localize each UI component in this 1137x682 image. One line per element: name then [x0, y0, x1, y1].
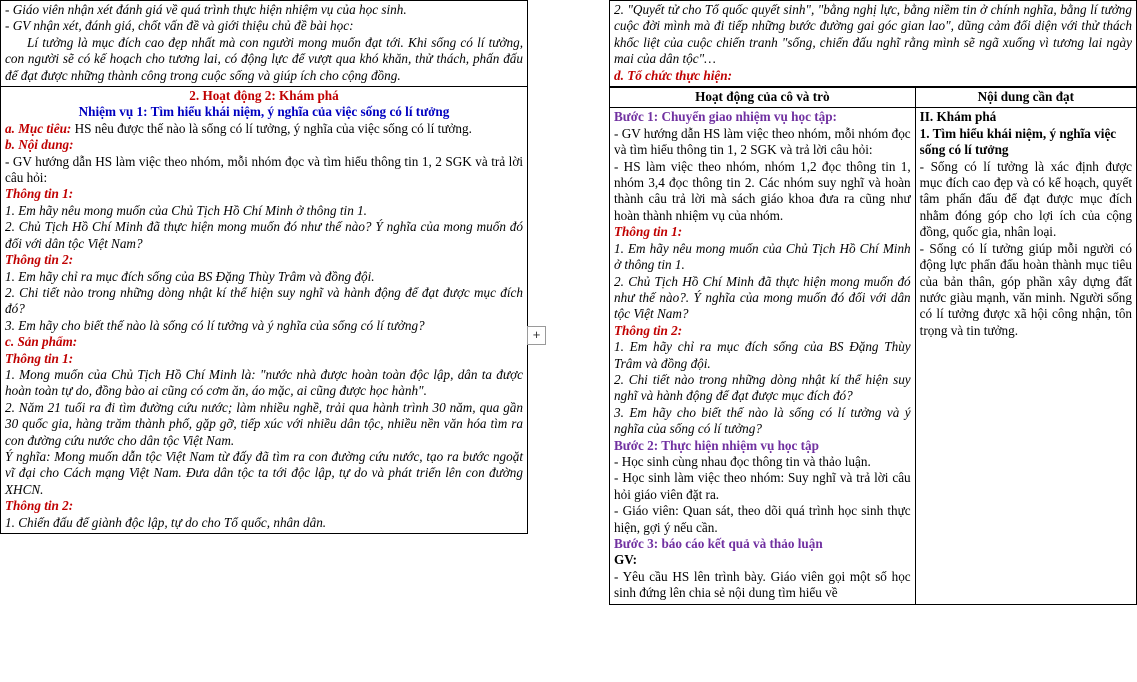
section-label: II. Khám phá: [919, 109, 997, 125]
left-top-cell: [1, 1, 528, 87]
document-page-left: [0, 0, 528, 682]
header-activity-label: Hoạt động của cô và trò: [695, 89, 830, 105]
step2-paragraph-2: - Học sinh làm việc theo nhóm: Suy nghĩ và trả lời câu hỏi giáo viên đặt ra.: [614, 470, 911, 502]
subsection-label: 1. Tìm hiểu khái niệm, ý nghĩa việc sống có lí tưởng: [919, 125, 1117, 158]
aim-text: HS nêu được thế nào là sống có lí tưởng, ý nghĩa của việc sống có lí tưởng.: [71, 120, 472, 136]
step3-paragraph-1: - Yêu cầu HS lên trình bày. Giáo viên gọi một số học sinh đứng lên chia sẻ nội dung tìm hiểu về: [614, 568, 911, 601]
heading-activity: 2. Hoạt động 2: Khám phá: [189, 88, 339, 104]
table-body-row: [610, 108, 1137, 604]
heading-task: Nhiệm vụ 1: Tìm hiểu khái niệm, ý nghĩa của việc sống có lí tưởng: [78, 104, 450, 120]
product-info1-label: Thông tin 1:: [5, 350, 74, 366]
right-info1-question-1: 1. Em hãy nêu mong muốn của Chủ Tịch Hồ Chí Minh ở thông tin 1.: [614, 240, 911, 273]
left-body-row: [1, 87, 528, 534]
right-info2-label: Thông tin 2:: [614, 322, 683, 338]
right-top-row: [610, 1, 1137, 87]
product-info1-paragraph-1: 1. Mong muốn của Chủ Tịch Hồ Chí Minh là: "nước nhà được hoàn toàn độc lập, dân ta được hoàn toàn tự do, đồng bào ai cũng có cơm ăn, áo mặc, ai cũng được học hành".: [5, 366, 523, 399]
header-activity: [610, 88, 916, 108]
step3-teacher-label: GV:: [614, 552, 637, 568]
left-top-line-1: - Giáo viên nhận xét đánh giá về quá trình thực hiện nhiệm vụ của học sinh.: [5, 2, 407, 17]
expand-button[interactable]: +: [527, 326, 546, 345]
document-page-right: [609, 0, 1137, 682]
content-paragraph-1: - Sống có lí tưởng là xác định được mục đích cao đẹp và có kế hoạch, quyết tâm phấn đấu để đạt được mục đích nhằm đóng góp cho lợi ích của cộng đồng, quốc gia, nhân loại.: [919, 158, 1132, 240]
table-header-row: [610, 88, 1137, 108]
info2-question-1: 1. Em hãy chỉ ra mục đích sống của BS Đặng Thùy Trâm và đồng đội.: [5, 268, 375, 284]
right-info1-label: Thông tin 1:: [614, 224, 683, 240]
step1-label: Bước 1: Chuyển giao nhiệm vụ học tập:: [614, 109, 837, 125]
content-paragraph-2: - Sống có lí tưởng giúp mỗi người có động lực phấn đấu hoàn thành mục tiêu của bản thân, góp phần xây dựng đất nước giàu mạnh, văn minh. Người sống có lí tưởng được xã hội công nhận, tôn trọng và tin tưởng.: [919, 240, 1132, 338]
right-info2-question-3: 3. Em hãy cho biết thế nào là sống có lí tưởng và ý nghĩa của sống có lí tưởng?: [614, 404, 911, 437]
info1-question-2: 2. Chủ Tịch Hồ Chí Minh đã thực hiện mong muốn đó như thế nào? Ý nghĩa của mong muốn đó đối với dân tộc Việt Nam?: [5, 219, 523, 251]
right-info1-question-2: 2. Chủ Tịch Hồ Chí Minh đã thực hiện mong muốn đó như thế nào?. Ý nghĩa của mong muốn đó đối với dân tộc Việt Nam?: [614, 273, 911, 322]
content-text: - GV hướng dẫn HS làm việc theo nhóm, mỗi nhóm đọc và tìm hiểu thông tin 1, 2 SGK và trả lời câu hỏi:: [5, 153, 523, 186]
organize-label: d. Tổ chức thực hiện:: [614, 67, 732, 83]
aim-paragraph: [5, 121, 523, 137]
left-body-cell: [1, 87, 528, 534]
info1-question-1: 1. Em hãy nêu mong muốn của Chủ Tịch Hồ Chí Minh ở thông tin 1.: [5, 202, 367, 218]
header-content: [915, 88, 1136, 108]
aim-label: a. Mục tiêu:: [5, 120, 72, 136]
product-info2-paragraph-1: 1. Chiến đấu để giành độc lập, tự do cho Tổ quốc, nhân dân.: [5, 514, 327, 530]
content-label: b. Nội dung:: [5, 137, 74, 153]
activity-cell: [610, 108, 916, 604]
product-info1-paragraph-2: 2. Năm 21 tuổi ra đi tìm đường cứu nước; làm nhiều nghề, trải qua hành trình 30 năm, qua gần 30 quốc gia, hàng trăm thành phố, gặp gỡ, tiếp xúc với nhiều dân tộc, nhiều nền văn hóa tìm ra con đường cứu nước cho dân tộc Việt Nam.: [5, 399, 523, 448]
step1-paragraph-1: - GV hướng dẫn HS làm việc theo nhóm, mỗi nhóm đọc và tìm hiểu thông tin 1, 2 SGK và trả lời câu hỏi:: [614, 125, 911, 158]
info2-question-2: 2. Chi tiết nào trong những dòng nhật kí thể hiện suy nghĩ và hành động để đạt được mục đích đó?: [5, 284, 523, 317]
right-top-cell: [610, 1, 1137, 87]
step1-paragraph-2: - HS làm việc theo nhóm, nhóm 1,2 đọc thông tin 1, nhóm 3,4 đọc thông tin 2. Các nhóm suy nghĩ và hoàn thành câu trả lời mà sách giáo khoa đưa ra cũng như hoàn thành nhiệm vụ của nhóm.: [614, 158, 911, 223]
info1-label: Thông tin 1:: [5, 186, 74, 202]
info2-label: Thông tin 2:: [5, 252, 74, 268]
left-top-line-3: Lí tưởng là mục đích cao đẹp nhất mà con người mong muốn đạt tới. Khi sống có lí tưởng, con người sẽ có kế hoạch cho tương lai, có động lực để vượt qua khó khăn, thử thách, phấn đấu để đạt được những thành công trong cuộc sống và giúp ích cho cộng đồng.: [5, 34, 523, 83]
right-info2-question-2: 2. Chi tiết nào trong những dòng nhật kí thể hiện suy nghĩ và hành động để đạt được mục đích đó?: [614, 371, 911, 404]
product-info2-label: Thông tin 2:: [5, 498, 74, 514]
right-info2-question-1: 1. Em hãy chỉ ra mục đích sống của BS Đặng Thùy Trâm và đồng đội.: [614, 339, 911, 371]
content-cell: [915, 108, 1136, 604]
right-top-table: [609, 0, 1137, 87]
step2-paragraph-3: - Giáo viên: Quan sát, theo dõi quá trình học sinh thực hiện, gợi ý nếu cần.: [614, 503, 911, 535]
left-top-line-2: - GV nhận xét, đánh giá, chốt vấn đề và giới thiệu chủ đề bài học:: [5, 18, 354, 34]
product-label: c. Sản phẩm:: [5, 334, 78, 350]
step2-paragraph-1: - Học sinh cùng nhau đọc thông tin và thảo luận.: [614, 453, 871, 469]
right-top-quote: 2. "Quyết tử cho Tổ quốc quyết sinh", "bằng nghị lực, bằng niềm tin ở chính nghĩa, bằng lí tưởng cuộc đời mình mà đi tiếp những bước đường gai góc gian lao", dũng cảm đối diện với thử thách khốc liệt của cuộc chiến tranh "sống, chiến đấu nghĩ rằng mình sẽ ngã xuống vì tương lai ngày mai của dân tộc"…: [614, 2, 1132, 67]
left-page-table: [0, 0, 528, 534]
left-top-row: [1, 1, 528, 87]
step3-label: Bước 3: báo cáo kết quả và thảo luận: [614, 536, 823, 551]
info2-question-3: 3. Em hãy cho biết thế nào là sống có lí tưởng và ý nghĩa của sống có lí tưởng?: [5, 317, 425, 333]
header-content-label: Nội dung cần đạt: [977, 89, 1075, 105]
right-main-table: [609, 87, 1137, 605]
product-info1-meaning: Ý nghĩa: Mong muốn dẫn tộc Việt Nam từ đấy đã tìm ra con đường cứu nước, tạo ra bước ngoặt vĩ đại cho Cách mạng Việt Nam. Đưa dân tộc ta tới độc lập, tự do và phát triển lên con đường XHCN.: [5, 448, 523, 497]
step2-label: Bước 2: Thực hiện nhiệm vụ học tập: [614, 437, 819, 453]
